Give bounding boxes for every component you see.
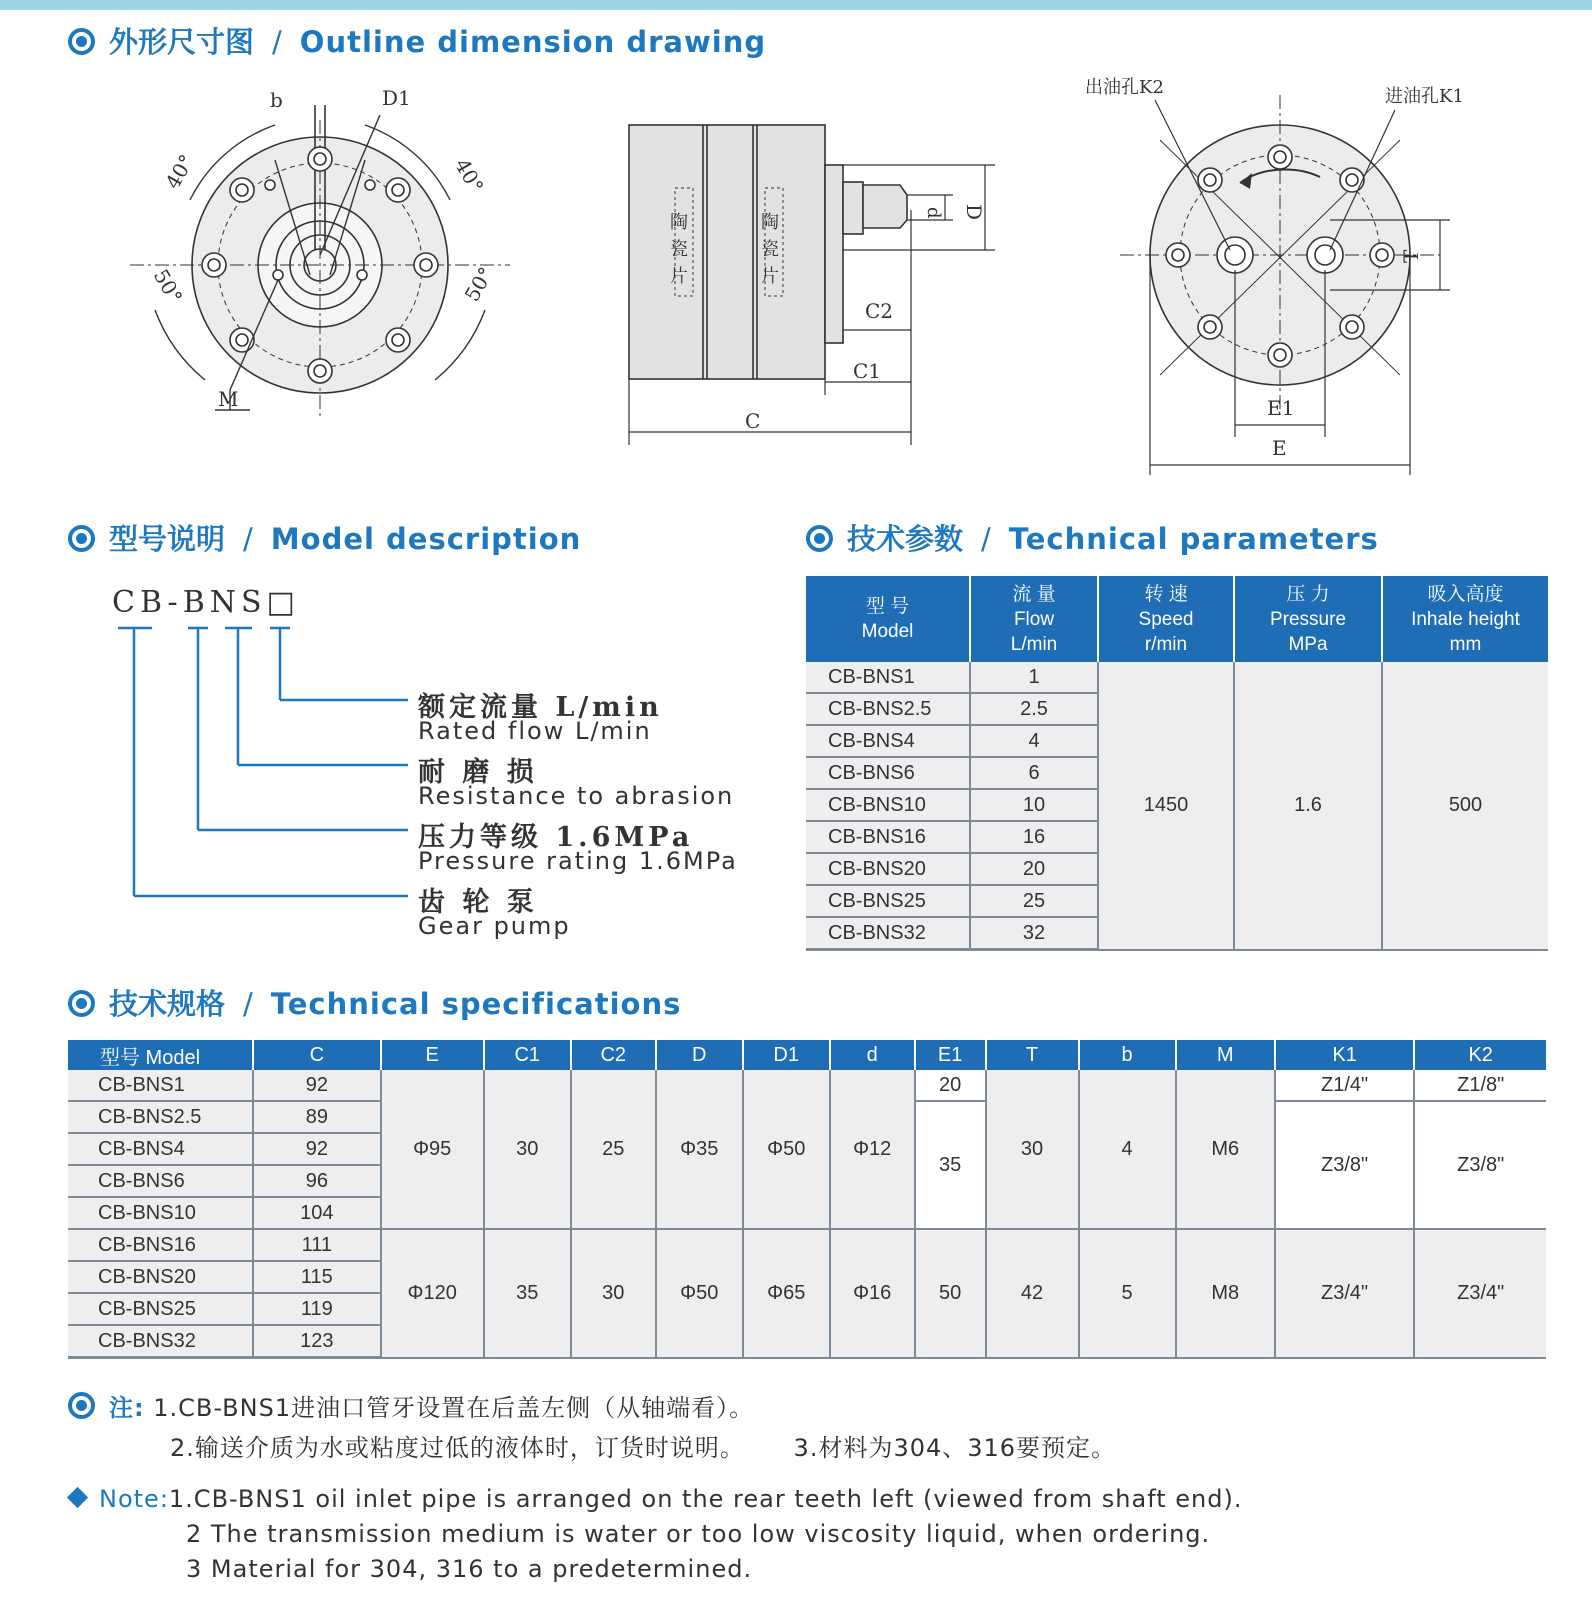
header-k1: K1 bbox=[1275, 1040, 1415, 1070]
cell-c: 123 bbox=[253, 1325, 380, 1358]
header-d: D bbox=[656, 1040, 743, 1070]
cell-speed: 1450 bbox=[1098, 662, 1234, 950]
header-model: 型 号 Model bbox=[806, 576, 970, 662]
section-title-en: Outline dimension drawing bbox=[299, 25, 767, 59]
cell-flow: 10 bbox=[970, 789, 1098, 821]
header-inhale: 吸入高度 Inhale height mm bbox=[1382, 576, 1548, 662]
cell-model: CB-BNS1 bbox=[806, 662, 970, 693]
cell-c: 111 bbox=[253, 1229, 380, 1261]
cell-c2: 30 bbox=[571, 1229, 656, 1358]
cell-small-d: Φ12 bbox=[830, 1070, 915, 1229]
rear-view-drawing bbox=[1060, 65, 1510, 480]
angle-label-40-left: 40° bbox=[160, 150, 199, 193]
cell-model: CB-BNS2.5 bbox=[68, 1101, 253, 1133]
target-bullet-icon bbox=[68, 1392, 95, 1419]
cell-model: CB-BNS6 bbox=[68, 1165, 253, 1197]
cell-flow: 25 bbox=[970, 885, 1098, 917]
table-row bbox=[68, 1229, 1546, 1261]
note-cn-2: 2.输送介质为水或粘度过低的液体时，订货时说明。 bbox=[170, 1434, 745, 1462]
cell-inhale: 500 bbox=[1382, 662, 1548, 950]
cell-model: CB-BNS25 bbox=[68, 1293, 253, 1325]
cell-c1: 30 bbox=[484, 1070, 571, 1229]
technical-specifications-table bbox=[68, 1040, 1546, 1359]
cell-d: Φ50 bbox=[656, 1229, 743, 1358]
header-e: E bbox=[381, 1040, 484, 1070]
cell-pressure: 1.6 bbox=[1234, 662, 1382, 950]
port-label-k2: 出油孔K2 bbox=[1085, 77, 1164, 98]
cell-model: CB-BNS10 bbox=[806, 789, 970, 821]
note-en-1: 1.CB-BNS1 oil inlet pipe is arranged on the rear teeth left (viewed from shaft end). bbox=[168, 1485, 1243, 1513]
cell-m: M8 bbox=[1176, 1229, 1275, 1358]
cell-c: 119 bbox=[253, 1293, 380, 1325]
cell-e1: 20 bbox=[915, 1070, 986, 1101]
section-title-specs: 技术规格 / Technical specifications bbox=[68, 982, 681, 1023]
cell-c: 89 bbox=[253, 1101, 380, 1133]
cell-c: 92 bbox=[253, 1070, 380, 1101]
cell-model: CB-BNS16 bbox=[806, 821, 970, 853]
section-title-cn: 型号说明 bbox=[109, 522, 226, 556]
cell-flow: 1 bbox=[970, 662, 1098, 693]
note-en-2: 2 The transmission medium is water or too low viscosity liquid, when ordering. bbox=[186, 1520, 1211, 1548]
cell-m: M6 bbox=[1176, 1070, 1275, 1229]
dim-label-e: E bbox=[1272, 436, 1287, 460]
note-cn-3: 3.材料为304、316要预定。 bbox=[793, 1434, 1117, 1462]
note-en-line-1 bbox=[70, 1485, 1242, 1513]
ceramic-label-2: 陶 bbox=[761, 212, 779, 233]
model-leader-lines bbox=[110, 620, 420, 910]
section-title-cn: 技术规格 bbox=[109, 987, 226, 1021]
section-title-params: 技术参数 / Technical parameters bbox=[806, 517, 1379, 558]
cell-flow: 20 bbox=[970, 853, 1098, 885]
cell-model: CB-BNS6 bbox=[806, 757, 970, 789]
cell-model: CB-BNS2.5 bbox=[806, 693, 970, 725]
model-code: CB-BNS□ bbox=[112, 585, 300, 620]
cell-model: CB-BNS20 bbox=[68, 1261, 253, 1293]
section-title-model: 型号说明 / Model description bbox=[68, 517, 581, 558]
cell-e: Φ95 bbox=[381, 1070, 484, 1229]
cell-flow: 4 bbox=[970, 725, 1098, 757]
table-header-row bbox=[68, 1040, 1546, 1070]
header-c2: C2 bbox=[571, 1040, 656, 1070]
cell-model: CB-BNS16 bbox=[68, 1229, 253, 1261]
cell-k2: Z3/4" bbox=[1414, 1229, 1546, 1358]
model-item-4-en: Gear pump bbox=[418, 912, 571, 940]
target-bullet-icon bbox=[806, 525, 833, 552]
cell-c2: 25 bbox=[571, 1070, 656, 1229]
cell-k1: Z3/4" bbox=[1275, 1229, 1415, 1358]
technical-parameters-table bbox=[806, 576, 1548, 951]
header-c1: C1 bbox=[484, 1040, 571, 1070]
table-row bbox=[68, 1070, 1546, 1101]
header-e1: E1 bbox=[915, 1040, 986, 1070]
ceramic-label-1: 陶 bbox=[670, 212, 688, 233]
cell-model: CB-BNS1 bbox=[68, 1070, 253, 1101]
cell-model: CB-BNS4 bbox=[806, 725, 970, 757]
header-small-d: d bbox=[830, 1040, 915, 1070]
cell-t: 30 bbox=[986, 1070, 1079, 1229]
cell-c: 92 bbox=[253, 1133, 380, 1165]
dim-label-m: M bbox=[218, 387, 239, 411]
diamond-bullet-icon bbox=[67, 1487, 88, 1508]
angle-label-40-right: 40° bbox=[450, 154, 489, 198]
dim-label-d: d bbox=[923, 207, 944, 219]
cell-model: CB-BNS32 bbox=[68, 1325, 253, 1358]
note-en-head: Note: bbox=[99, 1485, 169, 1513]
header-d1: D1 bbox=[743, 1040, 830, 1070]
dim-label-b: b bbox=[270, 88, 283, 112]
cell-model: CB-BNS32 bbox=[806, 917, 970, 950]
header-m: M bbox=[1176, 1040, 1275, 1070]
cell-c1: 35 bbox=[484, 1229, 571, 1358]
section-title-cn: 外形尺寸图 bbox=[109, 25, 255, 59]
cell-e: Φ120 bbox=[381, 1229, 484, 1358]
header-model: 型号 Model bbox=[68, 1040, 253, 1070]
target-bullet-icon bbox=[68, 990, 95, 1017]
header-flow: 流 量 Flow L/min bbox=[970, 576, 1098, 662]
model-item-1-cn: 额定流量 L/min bbox=[418, 692, 663, 723]
cell-k2: Z3/8" bbox=[1414, 1101, 1546, 1229]
cell-k2: Z1/8" bbox=[1414, 1070, 1546, 1101]
section-title-outline: 外形尺寸图 / Outline dimension drawing bbox=[68, 20, 766, 61]
section-title-en: Technical specifications bbox=[270, 987, 682, 1021]
side-view-drawing bbox=[615, 110, 1025, 460]
note-en-3: 3 Material for 304, 316 to a predetermined. bbox=[186, 1555, 753, 1583]
port-label-k1: 进油孔K1 bbox=[1385, 86, 1464, 107]
section-title-en: Model description bbox=[270, 522, 582, 556]
ceramic-label-2c: 片 bbox=[761, 266, 779, 287]
cell-e1: 35 bbox=[915, 1101, 986, 1229]
model-item-3-en: Pressure rating 1.6MPa bbox=[418, 847, 738, 875]
cell-e1: 50 bbox=[915, 1229, 986, 1358]
ceramic-label-1c: 片 bbox=[670, 266, 688, 287]
target-bullet-icon bbox=[68, 525, 95, 552]
section-title-cn: 技术参数 bbox=[847, 522, 964, 556]
cell-k1: Z1/4" bbox=[1275, 1070, 1415, 1101]
header-t: T bbox=[986, 1040, 1079, 1070]
header-b: b bbox=[1079, 1040, 1176, 1070]
model-item-2-cn: 耐 磨 损 bbox=[418, 757, 538, 788]
dim-label-c: C bbox=[745, 409, 761, 433]
cell-flow: 2.5 bbox=[970, 693, 1098, 725]
angle-label-50-right: 50° bbox=[459, 262, 499, 306]
cell-model: CB-BNS25 bbox=[806, 885, 970, 917]
header-k2: K2 bbox=[1414, 1040, 1546, 1070]
cell-d: Φ35 bbox=[656, 1070, 743, 1229]
header-speed: 转 速 Speed r/min bbox=[1098, 576, 1234, 662]
table-header-row bbox=[806, 576, 1548, 662]
ceramic-label-1b: 瓷 bbox=[670, 239, 688, 260]
front-view-drawing bbox=[110, 80, 530, 440]
cell-b: 4 bbox=[1079, 1070, 1176, 1229]
dim-label-big-d: D bbox=[962, 204, 986, 221]
cell-d1: Φ50 bbox=[743, 1070, 830, 1229]
cell-k1: Z3/8" bbox=[1275, 1101, 1415, 1229]
cell-t: 42 bbox=[986, 1229, 1079, 1358]
note-cn-line-2 bbox=[170, 1428, 1116, 1463]
note-cn-line-1 bbox=[68, 1388, 754, 1423]
note-cn-1: 1.CB-BNS1进油口管牙设置在后盖左侧（从轴端看）。 bbox=[153, 1394, 755, 1422]
dim-label-c1: C1 bbox=[853, 359, 882, 383]
model-item-4-cn: 齿 轮 泵 bbox=[418, 887, 538, 918]
table-row bbox=[806, 662, 1548, 693]
model-item-1-en: Rated flow L/min bbox=[418, 717, 652, 745]
cell-b: 5 bbox=[1079, 1229, 1176, 1358]
section-title-en: Technical parameters bbox=[1008, 522, 1379, 556]
cell-c: 96 bbox=[253, 1165, 380, 1197]
cell-c: 104 bbox=[253, 1197, 380, 1229]
model-item-3-cn: 压力等级 1.6MPa bbox=[418, 822, 694, 853]
cell-model: CB-BNS20 bbox=[806, 853, 970, 885]
cell-model: CB-BNS10 bbox=[68, 1197, 253, 1229]
top-accent-bar bbox=[0, 0, 1592, 10]
cell-flow: 6 bbox=[970, 757, 1098, 789]
dim-label-c2: C2 bbox=[865, 299, 894, 323]
ceramic-label-2b: 瓷 bbox=[761, 239, 779, 260]
dim-label-t: T bbox=[1399, 249, 1423, 263]
dim-label-e1: E1 bbox=[1267, 396, 1295, 420]
note-cn-head: 注: bbox=[109, 1394, 145, 1422]
angle-label-50-left: 50° bbox=[148, 265, 188, 308]
header-c: C bbox=[253, 1040, 380, 1070]
cell-c: 115 bbox=[253, 1261, 380, 1293]
cell-flow: 32 bbox=[970, 917, 1098, 950]
cell-flow: 16 bbox=[970, 821, 1098, 853]
cell-d1: Φ65 bbox=[743, 1229, 830, 1358]
model-item-2-en: Resistance to abrasion bbox=[418, 782, 735, 810]
cell-small-d: Φ16 bbox=[830, 1229, 915, 1358]
header-pressure: 压 力 Pressure MPa bbox=[1234, 576, 1382, 662]
dim-label-d1: D1 bbox=[382, 86, 411, 110]
target-bullet-icon bbox=[68, 28, 95, 55]
cell-model: CB-BNS4 bbox=[68, 1133, 253, 1165]
